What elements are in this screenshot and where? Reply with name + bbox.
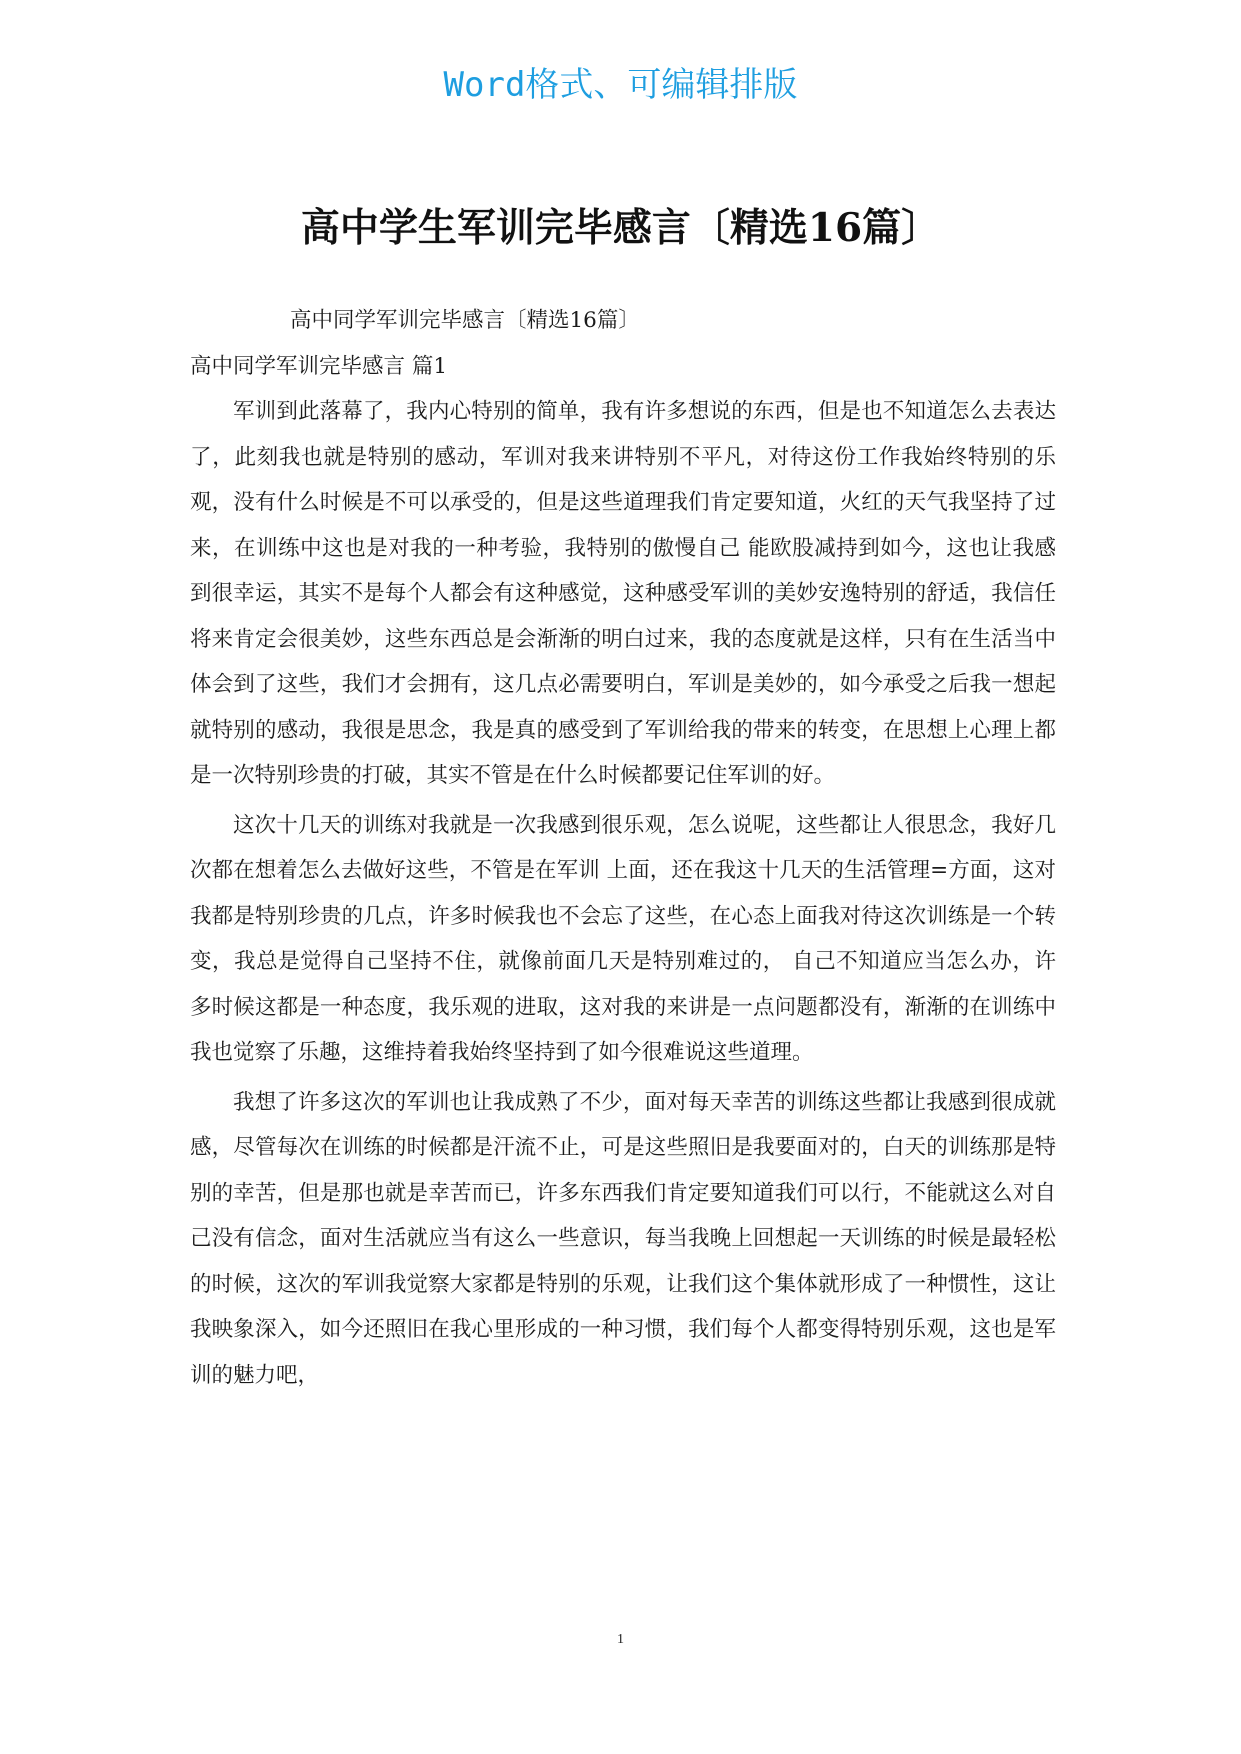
section-heading: 高中同学军训完毕感言 篇1 (190, 353, 448, 379)
paragraph-1: 军训到此落幕了，我内心特别的简单，我有许多想说的东西，但是也不知道怎么去表达了，此刻我也就是特别的感动，军训对我来讲特别不平凡，对待这份工作我始终特别的乐观，没有什么时候是不可以承受的，但是这些道理我们肯定要知道，火红的天气我坚持了过来，在训练中这也是对我的一种考验，我特别的傲慢自己 能欧股减持到如今，这也让我感到很幸运，其实不是每个人都会有这种感觉，这种感受军训的美妙安逸特别的舒适，我信任将来肯定会很美妙，这些东西总是会渐渐的明白过来，我的态度就是这样，只有在生活当中体会到了这些，我们才会拥有，这几点必需要明白，军训是美妙的，如今承受之后我一想起就特别的感动，我很是思念，我是真的感受到了军训给我的带来的转变，在思想上心理上都是一次特别珍贵的打破，其实不管是在什么时候都要记住军训的好。 (190, 399, 1056, 788)
document-subtitle: 高中同学军训完毕感言〔精选16篇〕 (290, 308, 640, 333)
document-title: 高中学生军训完毕感言〔精选16篇〕 (300, 205, 941, 251)
document-body (190, 298, 1056, 1398)
paragraph-2: 这次十几天的训练对我就是一次我感到很乐观，怎么说呢，这些都让人很思念，我好几次都在想着怎么去做好这些，不管是在军训 上面，还在我这十几天的生活管理=方面，这对我都是特别珍贵的几点，许多时候我也不会忘了这些，在心态上面我对待这次训练是一个转变，我总是觉得自己坚持不住，就像前面几天是特别难过的， 自己不知道应当怎么办，许多时候这都是一种态度，我乐观的进取，这对我的来讲是一点问题都没有，渐渐的在训练中我也觉察了乐趣，这维持着我始终坚持到了如今很难说这些道理。 (190, 812, 1056, 1065)
header-banner: Word格式、可编辑排版 (443, 65, 798, 105)
page-number: 1 (617, 1632, 624, 1647)
paragraph-3: 我想了许多这次的军训也让我成熟了不少，面对每天幸苦的训练这些都让我感到很成就感，尽管每次在训练的时候都是汗流不止，可是这些照旧是我要面对的，白天的训练那是特别的幸苦，但是那也就是幸苦而已，许多东西我们肯定要知道我们可以行，不能就这么对自己没有信念，面对生活就应当有这么一些意识，每当我晚上回想起一天训练的时候是最轻松的时候，这次的军训我觉察大家都是特别的乐观，让我们这个集体就形成了一种惯性，这让我映象深入，如今还照旧在我心里形成的一种习惯，我们每个人都变得特别乐观，这也是军训的魅力吧， (190, 1089, 1056, 1388)
